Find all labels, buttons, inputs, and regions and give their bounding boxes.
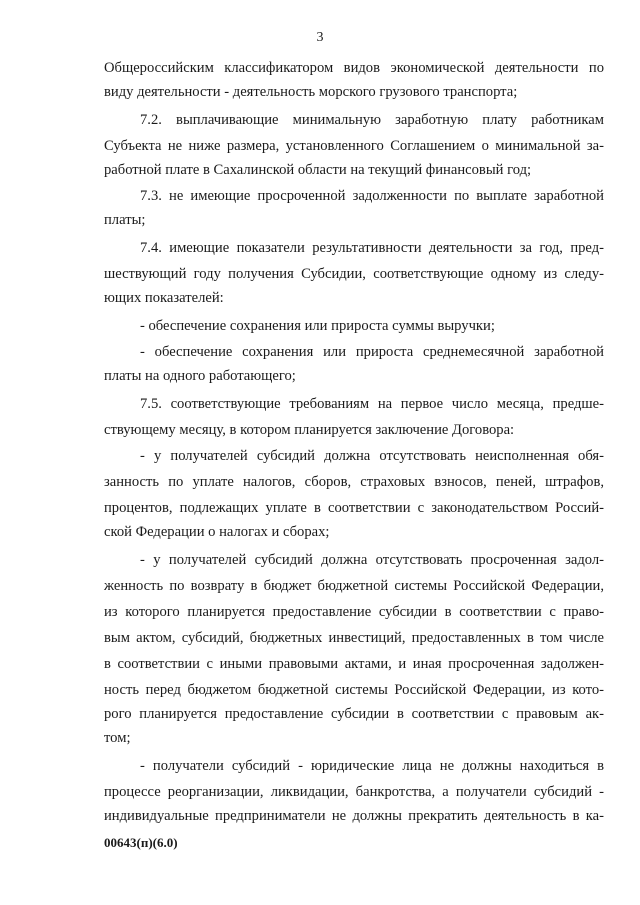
text-line: - обеспечение сохранения или прироста среднемесячной заработной	[140, 344, 604, 360]
text-line: ской Федерации о налогах и сборах;	[104, 524, 330, 540]
text-line: вым актом, субсидий, бюджетных инвестиций, предоставленных в том числе	[104, 630, 604, 646]
text-line: ющих показателей:	[104, 290, 224, 306]
text-line: - у получателей субсидий должна отсутствовать просроченная задол-	[140, 552, 604, 568]
text-line: Общероссийским классификатором видов экономической деятельности по	[104, 60, 604, 76]
text-line: - обеспечение сохранения или прироста суммы выручки;	[140, 318, 495, 334]
page-number: 3	[316, 30, 324, 45]
text-line: том;	[104, 730, 131, 746]
text-line: шествующий году получения Субсидии, соответствующие одному из следу-	[104, 266, 604, 282]
text-line: ствующему месяцу, в котором планируется заключение Договора:	[104, 422, 515, 438]
text-line: работной плате в Сахалинской области на текущий финансовый год;	[104, 162, 532, 178]
text-line: платы;	[104, 212, 146, 228]
text-line: Субъекта не ниже размера, установленного Соглашением о минимальной за-	[104, 138, 604, 154]
text-line: рого планируется предоставление субсидии в соответствии с правовым ак-	[104, 706, 604, 722]
text-line: процессе реорганизации, ликвидации, банкротства, а получатели субсидий -	[104, 784, 604, 800]
text-line: занность по уплате налогов, сборов, страховых взносов, пеней, штрафов,	[104, 474, 604, 490]
text-line: - у получателей субсидий должна отсутствовать неисполненная обя-	[140, 448, 604, 464]
text-line: из которого планируется предоставление субсидии в соответствии с право-	[104, 604, 604, 620]
text-line: ность перед бюджетом бюджетной системы Российской Федерации, из кото-	[104, 682, 604, 698]
document-code: 00643(п)(6.0)	[104, 835, 178, 850]
text-line: в соответствии с иными правовыми актами, и иная просроченная задолжен-	[104, 656, 604, 672]
text-line: 7.5. соответствующие требованиям на первое число месяца, предше-	[140, 396, 604, 412]
text-line: виду деятельности - деятельность морского грузового транспорта;	[104, 84, 518, 100]
text-line: - получатели субсидий - юридические лица не должны находиться в	[140, 758, 604, 774]
text-line: индивидуальные предприниматели не должны прекратить деятельность в ка-	[104, 808, 604, 824]
text-line: 7.2. выплачивающие минимальную заработную плату работникам	[140, 112, 604, 128]
text-line: женность по возврату в бюджет бюджетной системы Российской Федерации,	[104, 578, 604, 594]
text-line: платы на одного работающего;	[104, 368, 296, 384]
text-line: 7.3. не имеющие просроченной задолженности по выплате заработной	[140, 188, 604, 204]
text-line: 7.4. имеющие показатели результативности деятельности за год, пред-	[140, 240, 604, 256]
text-line: процентов, подлежащих уплате в соответствии с законодательством Россий-	[104, 500, 604, 516]
